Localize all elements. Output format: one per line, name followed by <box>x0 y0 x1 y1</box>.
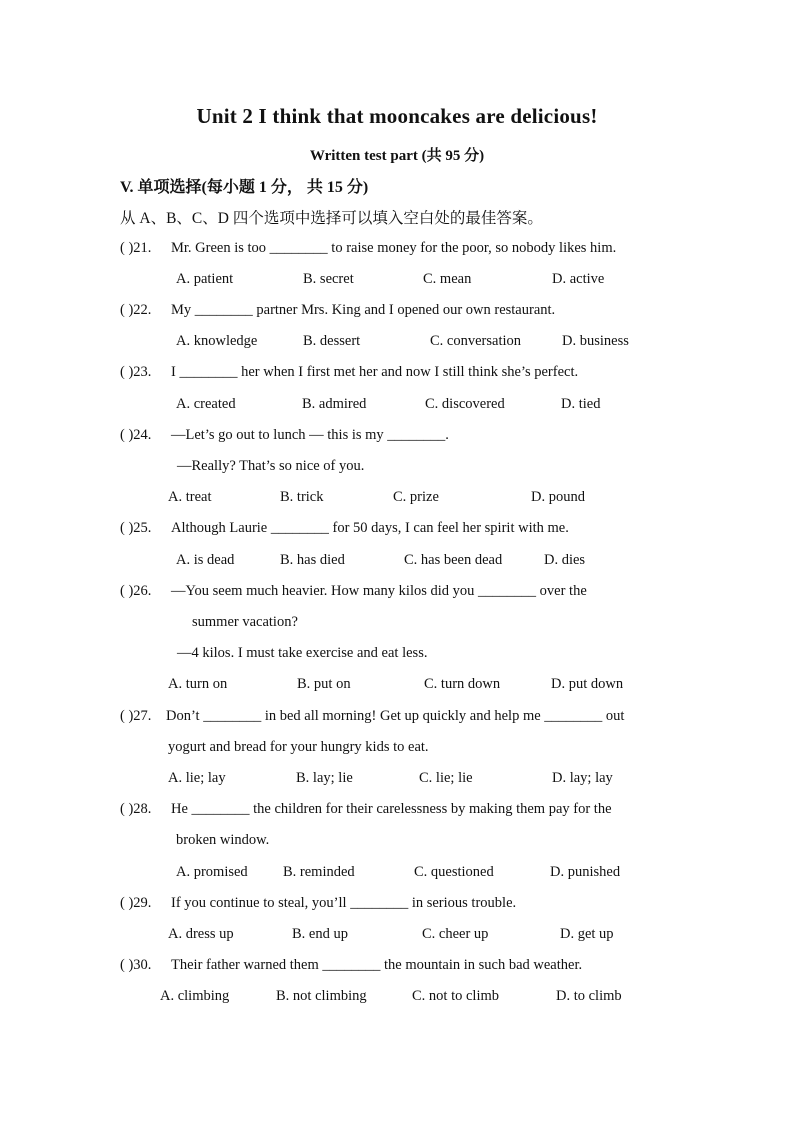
option-a: A. is dead <box>176 552 235 568</box>
question-stem: —You seem much heavier. How many kilos did you ________ over the <box>171 583 587 599</box>
question-number: ( )28. <box>120 801 152 817</box>
option-d: D. dies <box>544 552 586 568</box>
option-a: A. promised <box>176 864 248 880</box>
question-stem: —Let’s go out to lunch — this is my ________. <box>171 427 449 443</box>
question-stem: broken window. <box>176 832 270 848</box>
question-number: ( )25. <box>120 520 152 536</box>
question-number: ( )21. <box>120 240 152 256</box>
option-c: C. lie; lie <box>419 770 473 786</box>
option-d: D. pound <box>531 489 585 505</box>
option-a: A. treat <box>168 489 212 505</box>
option-b: B. not climbing <box>276 988 367 1004</box>
option-a: A. climbing <box>160 988 230 1004</box>
option-d: D. tied <box>561 396 601 412</box>
question-stem: I ________ her when I first met her and now I still think she’s perfect. <box>171 364 579 380</box>
option-a: A. knowledge <box>176 333 258 349</box>
option-b: B. reminded <box>283 864 355 880</box>
option-b: B. has died <box>280 552 345 568</box>
option-c: C. cheer up <box>422 926 489 942</box>
option-d: D. to climb <box>556 988 622 1004</box>
question-number: ( )22. <box>120 302 152 318</box>
question-stem: My ________ partner Mrs. King and I opened our own restaurant. <box>171 302 556 318</box>
page-title: Unit 2 I think that mooncakes are delicious! <box>196 104 598 128</box>
option-d: D. put down <box>551 676 624 692</box>
option-c: C. turn down <box>424 676 501 692</box>
question-stem: summer vacation? <box>192 614 298 630</box>
option-c: C. mean <box>423 271 472 287</box>
option-b: B. secret <box>303 271 354 287</box>
question-stem: Mr. Green is too ________ to raise money for the poor, so nobody likes him. <box>171 240 617 256</box>
question-number: ( )26. <box>120 583 152 599</box>
option-c: C. discovered <box>425 396 505 412</box>
option-a: A. turn on <box>168 676 228 692</box>
question-stem: Don’t ________ in bed all morning! Get up quickly and help me ________ out <box>166 708 625 724</box>
option-a: A. created <box>176 396 236 412</box>
option-d: D. business <box>562 333 629 349</box>
question-number: ( )30. <box>120 957 152 973</box>
question-number: ( )24. <box>120 427 152 443</box>
option-d: D. active <box>552 271 605 287</box>
option-d: D. get up <box>560 926 614 942</box>
option-c: C. prize <box>393 489 439 505</box>
option-a: A. lie; lay <box>168 770 226 786</box>
option-b: B. admired <box>302 396 367 412</box>
question-stem: —Really? That’s so nice of you. <box>177 458 365 474</box>
question-number: ( )29. <box>120 895 152 911</box>
question-stem: Although Laurie ________ for 50 days, I can feel her spirit with me. <box>171 520 569 536</box>
instruction-text: 从 A、B、C、D 四个选项中选择可以填入空白处的最佳答案。 <box>120 210 543 227</box>
option-d: D. lay; lay <box>552 770 613 786</box>
question-stem: yogurt and bread for your hungry kids to eat. <box>168 739 429 755</box>
option-c: C. questioned <box>414 864 494 880</box>
question-stem: If you continue to steal, you’ll ________ in serious trouble. <box>171 895 517 911</box>
option-c: C. not to climb <box>412 988 499 1004</box>
option-d: D. punished <box>550 864 621 880</box>
option-a: A. patient <box>176 271 234 287</box>
option-b: B. end up <box>292 926 348 942</box>
option-b: B. trick <box>280 489 324 505</box>
question-stem: —4 kilos. I must take exercise and eat less. <box>177 645 428 661</box>
option-c: C. has been dead <box>404 552 503 568</box>
question-stem: He ________ the children for their carelessness by making them pay for the <box>171 801 612 817</box>
question-stem: Their father warned them ________ the mountain in such bad weather. <box>171 957 583 973</box>
page-subtitle: Written test part (共 95 分) <box>309 148 485 164</box>
question-number: ( )27. <box>120 708 152 724</box>
option-c: C. conversation <box>430 333 522 349</box>
option-b: B. dessert <box>303 333 361 349</box>
option-a: A. dress up <box>168 926 234 942</box>
question-number: ( )23. <box>120 364 152 380</box>
option-b: B. put on <box>297 676 351 692</box>
option-b: B. lay; lie <box>296 770 353 786</box>
section-heading: V. 单项选择(每小题 1 分， 共 15 分) <box>120 179 369 196</box>
